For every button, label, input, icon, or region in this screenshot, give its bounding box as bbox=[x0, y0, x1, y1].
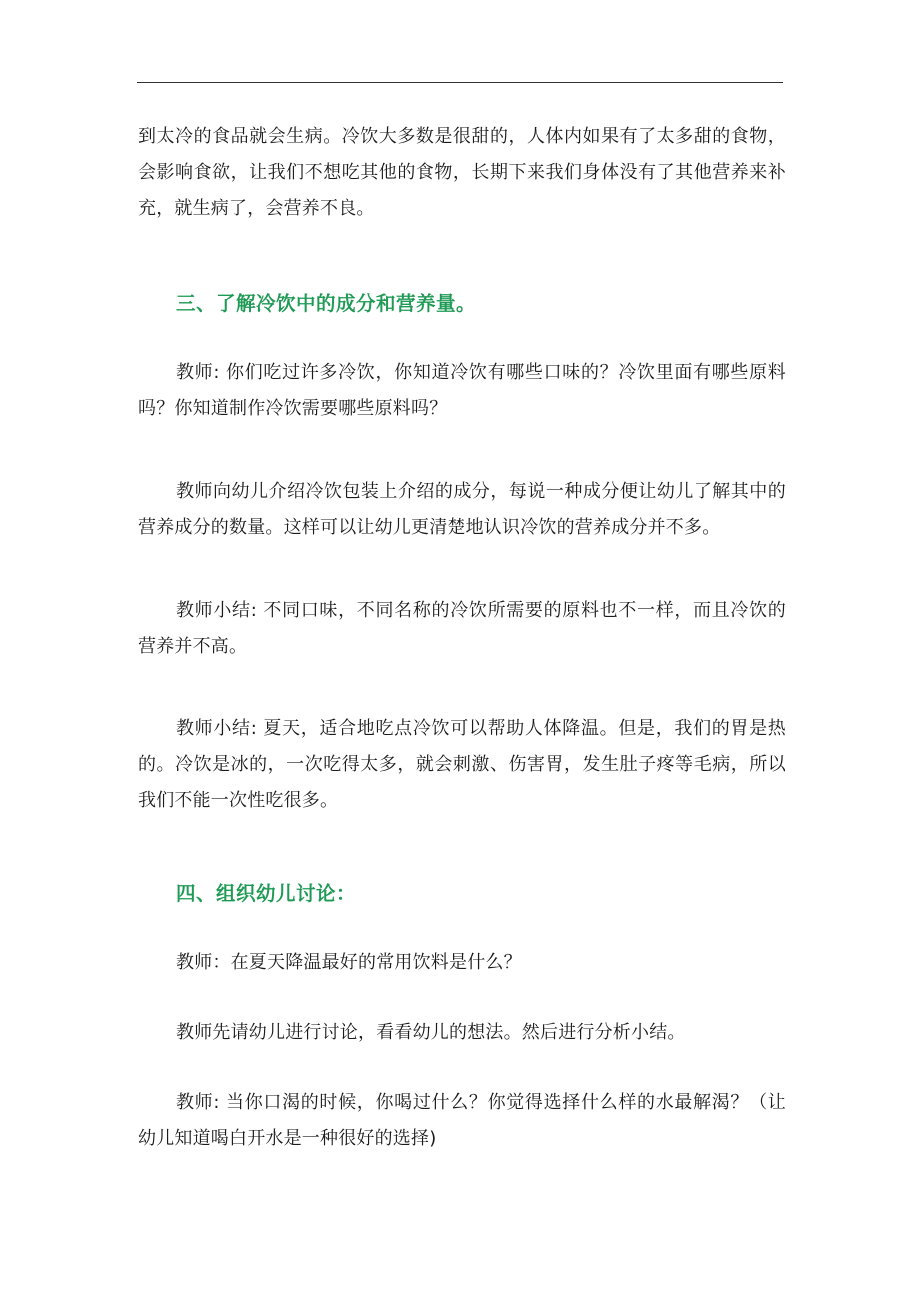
paragraph-teacher-question: 教师: 你们吃过许多冷饮，你知道冷饮有哪些口味的？冷饮里面有哪些原料吗？你知道制作冷饮需要哪些原料吗？ bbox=[138, 362, 786, 419]
paragraph-teacher-introduction: 教师向幼儿介绍冷饮包装上介绍的成分，每说一种成分便让幼儿了解其中的营养成分的数量。这样可以让幼儿更清楚地认识冷饮的营养成分并不多。 bbox=[138, 481, 786, 538]
paragraph-teacher-summary-1: 教师小结: 不同口味，不同名称的冷饮所需要的原料也不一样，而且冷饮的营养并不高。 bbox=[138, 600, 786, 657]
paragraph-discussion: 教师先请幼儿进行讨论，看看幼儿的想法。然后进行分析小结。 bbox=[176, 1022, 686, 1043]
paragraph-teacher-question-3: 教师: 当你口渴的时候，你喝过什么？你觉得选择什么样的水最解渴？（让幼儿知道喝白开水是一种很好的选择) bbox=[138, 1092, 786, 1149]
paragraph-teacher-question-2: 教师：在夏天降温最好的常用饮料是什么？ bbox=[176, 952, 522, 973]
section-heading-3: 三、了解冷饮中的成分和营养量。 bbox=[176, 292, 477, 315]
paragraph-continuation: 到太冷的食品就会生病。冷饮大多数是很甜的，人体内如果有了太多甜的食物，会影响食欲，让我们不想吃其他的食物，长期下来我们身体没有了其他营养来补充，就生病了，会营养不良。 bbox=[138, 126, 786, 219]
header-rule bbox=[137, 82, 783, 83]
section-heading-4: 四、组织幼儿讨论： bbox=[176, 882, 357, 905]
paragraph-teacher-summary-2: 教师小结: 夏天，适合地吃点冷饮可以帮助人体降温。但是，我们的胃是热的。冷饮是冰的，一次吃得太多，就会刺激、伤害胃，发生肚子疼等毛病，所以我们不能一次性吃很多。 bbox=[138, 718, 786, 811]
